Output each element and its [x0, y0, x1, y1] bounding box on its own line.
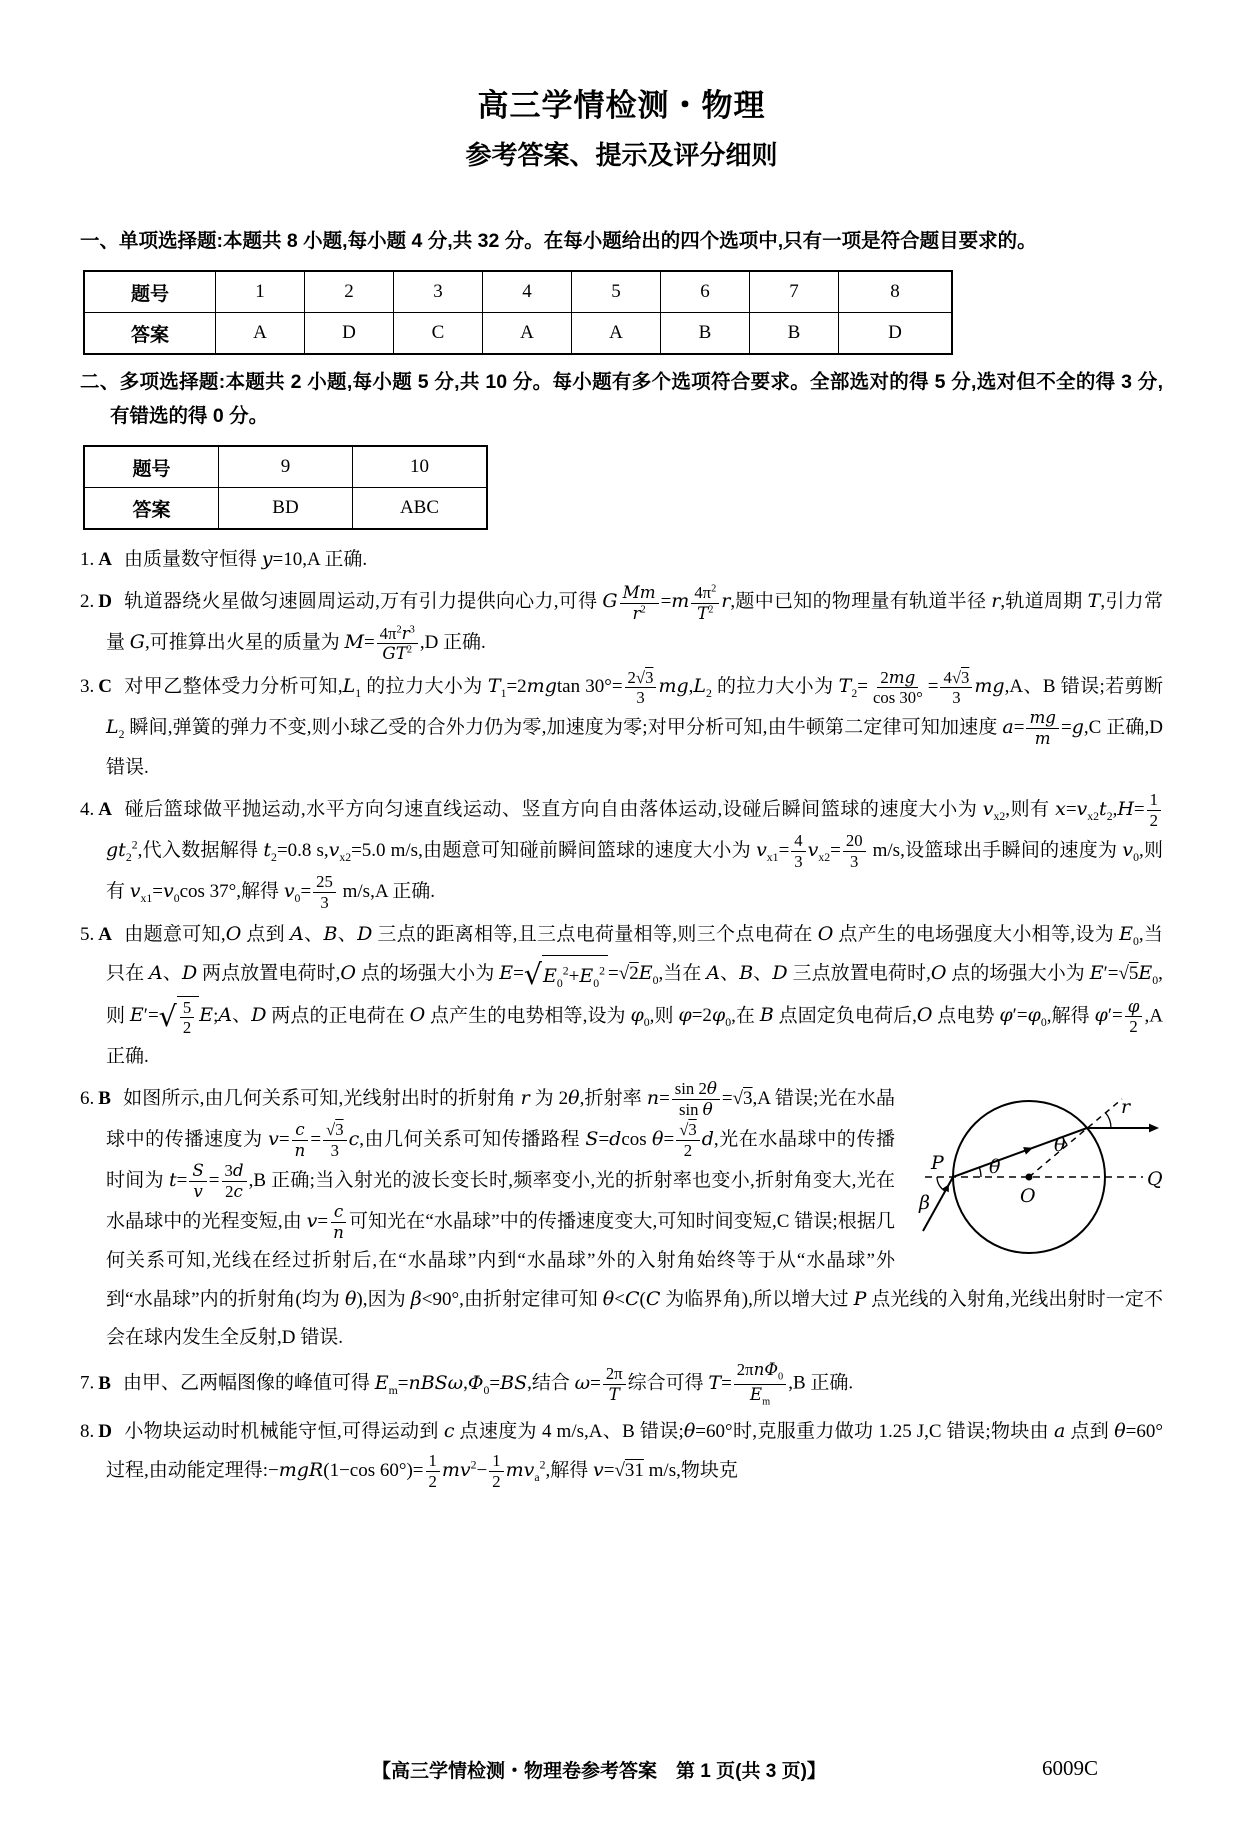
answer-cell: C — [394, 313, 483, 355]
question-number-cell: 7 — [750, 271, 839, 313]
answer-cell: B — [661, 313, 750, 355]
answer-cell: A — [572, 313, 661, 355]
solution-item: 7. B 由甲、乙两幅图像的峰值可得 $E_m=nBS\omega,\Phi_0=BS$,结合 ω= $\frac{2\pi}{T}$ 综合可得 T= $\frac{2\pi n\Phi_0}{E_m}$ ,B 正确. — [80, 1359, 854, 1408]
row-label: 题号 — [84, 271, 216, 313]
section1-heading: 一、单项选择题:本题共 8 小题,每小题 4 分,共 32 分。在每小题给出的四个选项中,只有一项是符合题目要求的。 — [80, 230, 1037, 252]
crystal-ball-ray-diagram — [911, 1085, 1163, 1263]
solution-item: 3. C 对甲乙整体受力分析可知$,L_1$ 的拉力大小为 $T_1=2mgtan$ 30°= $\frac{2√3}{3}$ $mg,L_2$ 的拉力大小为 $T_2=$ $\frac{2mg}{\cos 30^\circ}$ = $\frac{4√3}{3}$ mg,A、B 错误;若剪断 $L_2$ 瞬间,弹簧的弹力不变,则小球乙受的合外力仍为零,加速度为零;对甲分析可知,由牛顿第二定律可知加速度 a= $\frac{mg}{m}$ =g,C 正确,D 错误. — [80, 666, 1163, 778]
page-footer — [0, 1756, 1241, 1786]
question-number-cell: 1 — [216, 271, 305, 313]
label-O: O — [1020, 1184, 1036, 1207]
solution-item: 4. A 碰后篮球做平抛运动,水平方向匀速直线运动、竖直方向自由落体运动,设碰后瞬间篮球的速度大小为 $v_{x2}$,则有 $x=v_{x2}t_2,H=$ $\frac{1}{2}$ $gt_2^2$,代入数据解得 $t_2=0.8$ $s,v_{x2}=5.0$ m/s,由题意可知碰前瞬间篮球的速度大小为 $v_{x1}=$ $\frac{4}{3}$ $v_{x2}=$ $\frac{20}{3}$ m/s,设篮球出手瞬间的速度为 $v_0$,则有 $v_{x1}=v_0\cos$ 37°,解得 $v_0=$ $\frac{25}{3}$ m/s,A 正确. — [80, 790, 1163, 912]
answer-cell: ABC — [353, 488, 488, 530]
page-subtitle: 参考答案、提示及评分细则 — [465, 140, 778, 170]
item-answer: D — [98, 591, 112, 613]
question-number-cell: 10 — [353, 446, 488, 488]
solutions — [80, 540, 1163, 1491]
answer-cell: D — [839, 313, 953, 355]
question-number-cell: 8 — [839, 271, 953, 313]
footer-title: 【高三学情检测・物理卷参考答案 第 1 页(共 3 页)】 — [372, 1761, 826, 1782]
row-label: 题号 — [84, 446, 219, 488]
question-number-cell: 5 — [572, 271, 661, 313]
solution-item: P Q O θ θ β r 6. B 如图所示,由几何关系可知,光线射出时的折射角 r 为 2θ,折射率 n= $\frac{\sin 2\theta}{\text{sin θ}}$ =√3,A 错误;光在水晶球中的传播速度为 v= $\frac{c}{n}$ = $\frac{√3}{3}$ c,由几何关系可知传播路程 S=dcos θ= $\frac{√3}{2}$ d,光在水晶球中的传播时间为 t= $\frac{S}{v}$ = $\frac{3d}{2c}$ ,B 正确;当入射光的波长变长时,频率变小,光的折射率也变小,折射角变大,光在水晶球中的光程变短,由 v= $\frac{c}{n}$ 可知光在“水晶球”中的传播速度变大,可知时间变短,C 错误;根据几何关系可知,光线在经过折射后,在“水晶球”内到“水晶球”外的入射角始终等于从“水晶球”外到“水晶球”内的折射角(均为 θ),因为 β<90°,由折射定律可知 θ<C(C 为临界角),所以增大过 P 点光线的入射角,光线出射时一定不会在球内发生全反射,D 错误. — [80, 1078, 1164, 1349]
answer-cell: D — [305, 313, 394, 355]
item-answer: A — [98, 798, 112, 820]
section2-heading: 二、多项选择题:本题共 2 小题,每小题 5 分,共 10 分。每小题有多个选项符合要求。全部选对的得 5 分,选对但不全的得 3 分,有错选的得 0 分。 — [80, 371, 1163, 428]
label-P: P — [931, 1151, 944, 1174]
multi-choice-table — [83, 445, 488, 530]
answer-cell: B — [750, 313, 839, 355]
paper-code: 6009C — [1042, 1756, 1099, 1780]
solution-item: 5. A 由题意可知,O 点到 A、B、D 三点的距离相等,且三点电荷量相等,则三个点电荷在 O 点产生的电场强度大小相等,设为 $E_0$,当只在 A、D 两点放置电荷时,O 点的场强大小为 E= √ $E_0^2+E_0^2$ $=√2E_0$,当在 A、B、D 三点放置电荷时,O 点的场强大小为 $E'=√5E_0$,则 E′= √ $\frac{5}{2}$ E;A、D 两点的正电荷在 O 点产生的电势相等,设为 $\varphi_0$,则 $\varphi=2\varphi_0$,在 B 点固定负电荷后,O 点电势 $\varphi'=\varphi_0$,解得 φ′= $\frac{\varphi}{2}$ ,A 正确. — [80, 923, 1163, 1067]
label-theta-P: θ — [989, 1155, 1001, 1178]
item-answer: A — [98, 924, 112, 946]
item-answer: C — [98, 676, 112, 698]
label-Q: Q — [1147, 1167, 1163, 1190]
label-theta-exit: θ — [1054, 1133, 1066, 1156]
item-number: 3. — [80, 676, 95, 698]
item-number: 2. — [80, 591, 95, 613]
item-answer: D — [98, 1420, 112, 1442]
question-number-cell: 9 — [219, 446, 353, 488]
item-answer: A — [98, 549, 112, 571]
page-title: 高三学情检测・物理 — [477, 88, 766, 123]
question-number-cell: 6 — [661, 271, 750, 313]
row-label: 答案 — [84, 488, 219, 530]
item-number: 1. — [80, 549, 95, 571]
solution-item: 2. D 轨道器绕火星做匀速圆周运动,万有引力提供向心力,可得 G $\frac{Mm}{r^2}$ =m $\frac{4\pi^2}{T^2}$ r,题中已知的物理量有轨道半径 r,轨道周期 T,引力常量 G,可推算出火星的质量为 M= $\frac{4\pi^2r^3}{GT^2}$ ,D 正确. — [80, 581, 1163, 664]
item-answer: B — [98, 1372, 111, 1394]
solution-item: 8. D 小物块运动时机械能守恒,可得运动到 c 点速度为 4 m/s,A、B 错误;θ=60°时,克服重力做功 1.25 J,C 错误;物块由 a 点到 θ=60°过程,由动能定理得:−mgR(1−cos 60°)= $\frac{1}{2}$ $mv^2-$ $\frac{1}{2}$ $mv_a^2$,解得 v=√31 m/s,物块克 — [80, 1419, 1163, 1491]
item-number: 5. — [80, 924, 95, 946]
answer-cell: BD — [219, 488, 353, 530]
solution-item: 1. A 由质量数守恒得 y=10,A 正确. — [80, 548, 368, 571]
answer-cell: A — [483, 313, 572, 355]
question-number-cell: 4 — [483, 271, 572, 313]
item-number: 6. — [80, 1087, 95, 1109]
row-label: 答案 — [84, 313, 216, 355]
answer-cell: A — [216, 313, 305, 355]
item-answer: B — [98, 1087, 111, 1109]
question-number-cell: 3 — [394, 271, 483, 313]
question-number-cell: 2 — [305, 271, 394, 313]
ray-diagram-svg — [911, 1085, 1163, 1263]
item-number: 8. — [80, 1420, 95, 1442]
item-number: 7. — [80, 1372, 95, 1394]
single-choice-table — [83, 270, 953, 355]
item-number: 4. — [80, 798, 95, 820]
answer-sheet-page — [0, 80, 1241, 1491]
label-beta: β — [919, 1191, 930, 1214]
label-r: r — [1121, 1095, 1131, 1118]
